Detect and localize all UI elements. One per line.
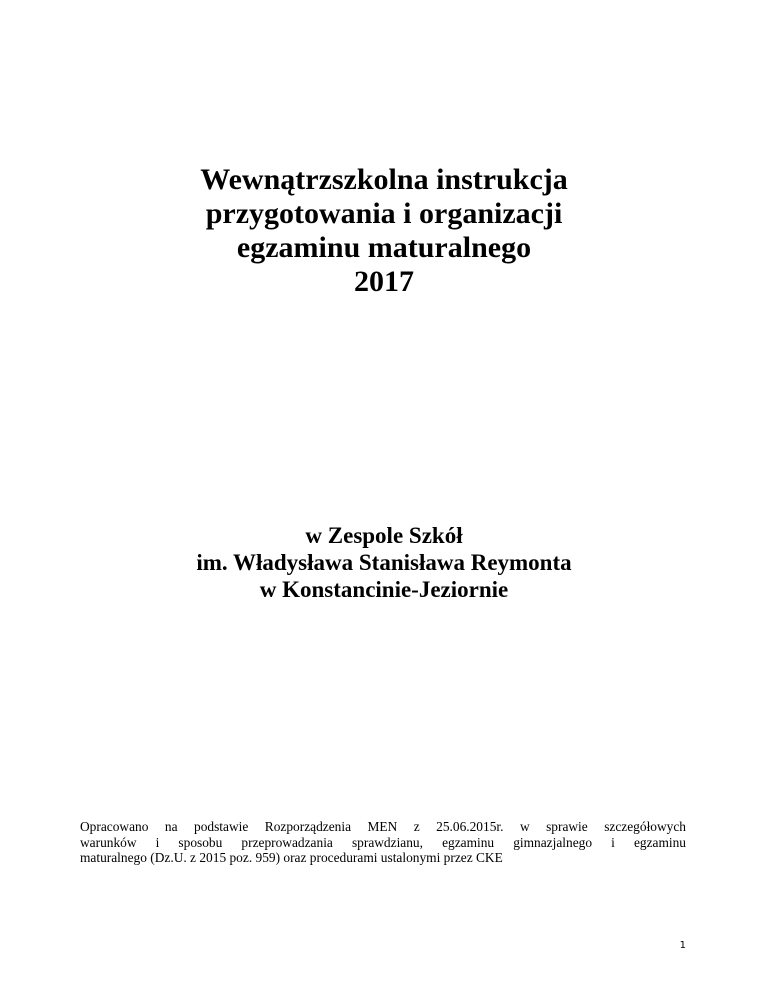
school-name (0, 522, 768, 603)
title-year: 2017 (354, 265, 414, 298)
title-line-3: egzaminu maturalnego (236, 231, 532, 264)
legal-basis-line-2: warunków i sposobu przeprowadzania sprawdzianu, egzaminu gimnazjalnego i egzaminu (80, 834, 686, 850)
title-line-1: Wewnątrzszkolna instrukcja (200, 163, 568, 196)
school-line-3: w Konstancinie-Jeziornie (259, 577, 509, 602)
document-title (0, 163, 768, 299)
legal-basis-line-1: Opracowano na podstawie Rozporządzenia MEN z 25.06.2015r. w sprawie szczegółowych (80, 819, 686, 834)
school-line-2: im. Władysława Stanisława Reymonta (196, 550, 572, 575)
school-line-1: w Zespole Szkół (305, 523, 463, 548)
legal-basis-line-3: maturalnego (Dz.U. z 2015 poz. 959) oraz procedurami ustalonymi przez CKE (80, 850, 503, 866)
title-line-2: przygotowania i organizacji (205, 197, 563, 230)
page-number: 1 (679, 940, 686, 951)
legal-basis-paragraph (80, 819, 686, 866)
